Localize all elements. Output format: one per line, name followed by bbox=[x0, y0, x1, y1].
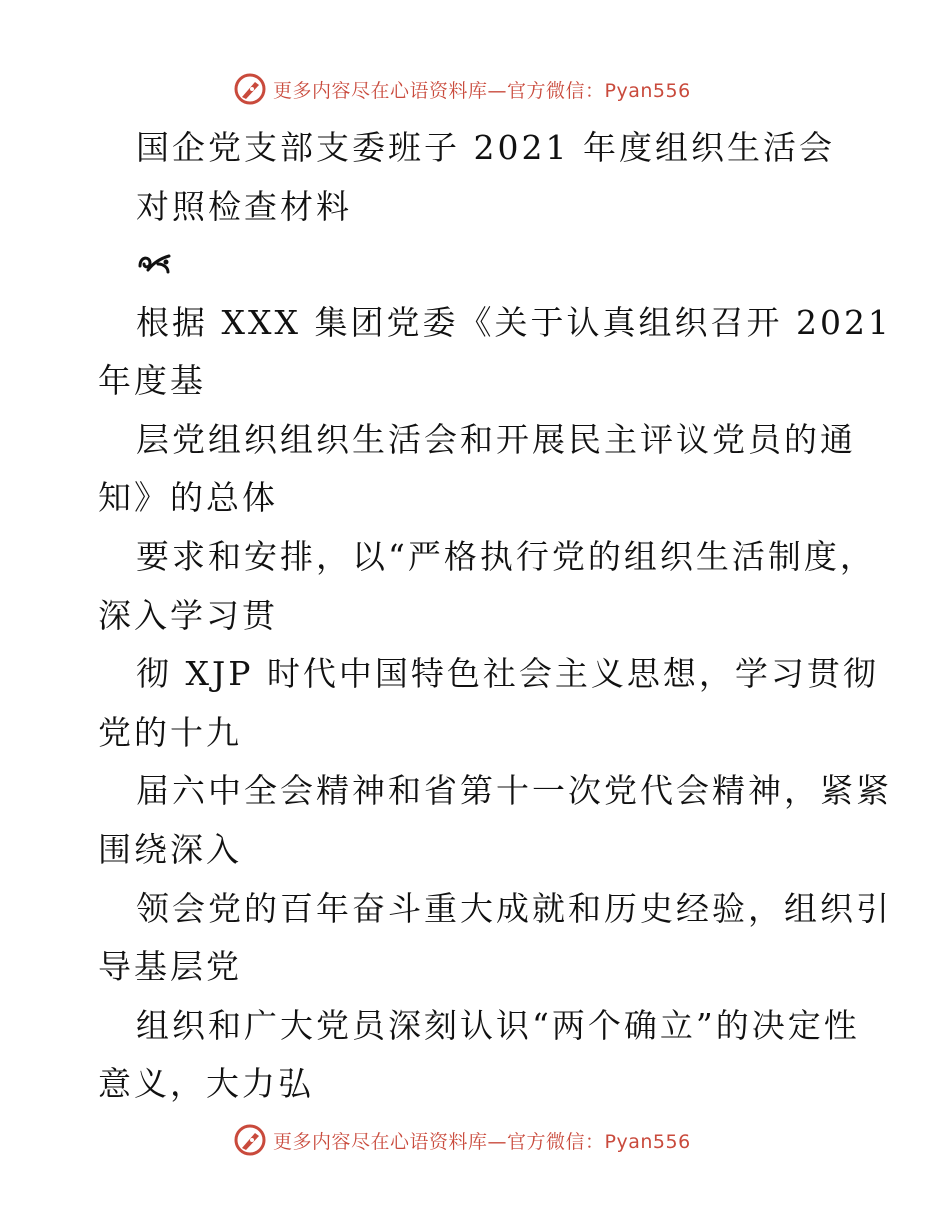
header-banner bbox=[233, 71, 691, 107]
body-line: 领会党的百年奋斗重大成就和历史经验，组织引 bbox=[136, 889, 892, 928]
body-line: 组织和广大党员深刻认识“两个确立”的决定性 bbox=[136, 1006, 860, 1045]
document-title-line1: 国企党支部支委班子 2021 年度组织生活会 bbox=[136, 128, 835, 167]
banner-text: 更多内容尽在心语资料库—官方微信：Pyan556 bbox=[273, 79, 691, 102]
fleuron-ornament-icon bbox=[136, 250, 172, 276]
body-line: 彻 XJP 时代中国特色社会主义思想，学习贯彻 bbox=[136, 654, 879, 693]
body-line: 年度基 bbox=[98, 361, 206, 400]
document-title-line2: 对照检查材料 bbox=[136, 187, 352, 226]
body-line: 导基层党 bbox=[98, 947, 242, 986]
body-line: 根据 XXX 集团党委《关于认真组织召开 2021 bbox=[136, 303, 892, 342]
body-line: 深入学习贯 bbox=[98, 596, 278, 635]
body-line: 届六中全会精神和省第十一次党代会精神，紧紧 bbox=[136, 771, 892, 810]
footer-banner bbox=[233, 1122, 691, 1158]
body-line: 党的十九 bbox=[98, 713, 242, 752]
pen-nib-logo-icon bbox=[233, 72, 267, 106]
banner-text: 更多内容尽在心语资料库—官方微信：Pyan556 bbox=[273, 1130, 691, 1153]
body-line: 要求和安排，以“严格执行党的组织生活制度， bbox=[136, 537, 876, 576]
body-line: 意义，大力弘 bbox=[98, 1064, 314, 1103]
body-line: 围绕深入 bbox=[98, 830, 242, 869]
body-line: 知》的总体 bbox=[98, 478, 278, 517]
pen-nib-logo-icon bbox=[233, 1123, 267, 1157]
body-line: 层党组织组织生活会和开展民主评议党员的通 bbox=[136, 420, 856, 459]
